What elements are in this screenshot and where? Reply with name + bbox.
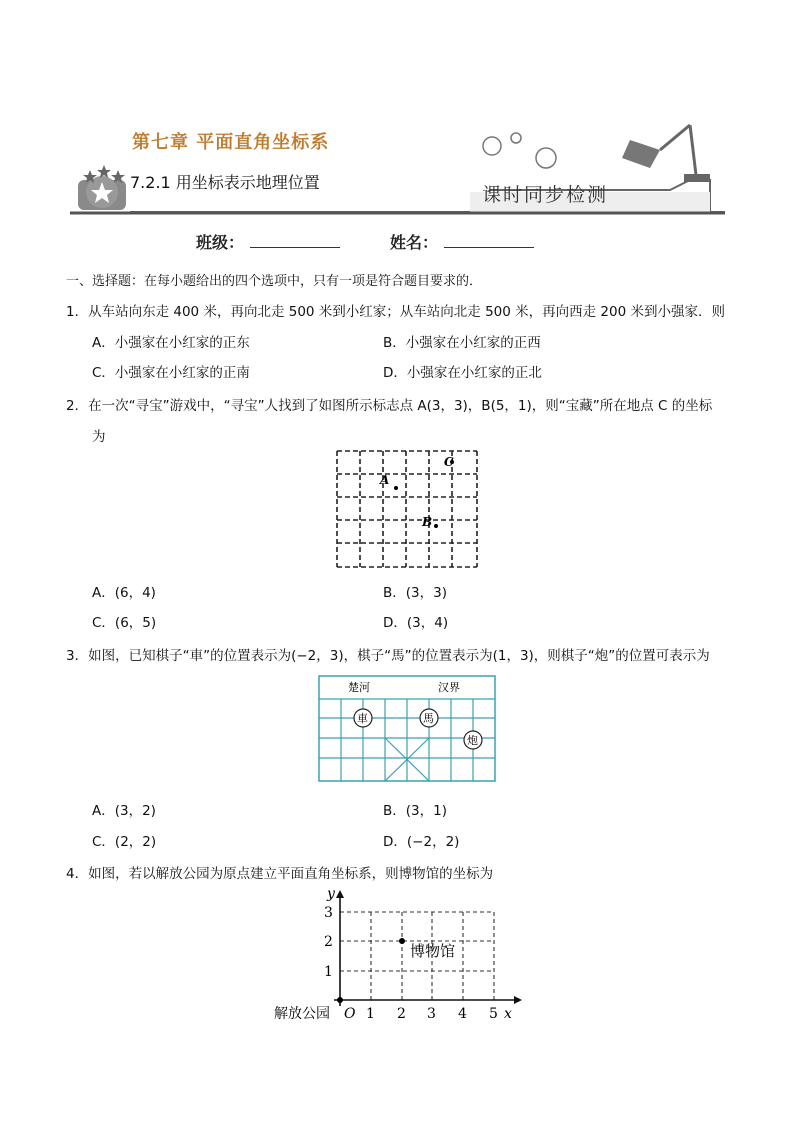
- name-field[interactable]: [390, 230, 534, 253]
- river-left-label: 楚河: [348, 681, 370, 694]
- star-badge-icon: [78, 165, 126, 210]
- class-label: 班级：: [196, 233, 245, 252]
- class-field[interactable]: [196, 230, 340, 253]
- q4-stem: 4．如图，若以解放公园为原点建立平面直角坐标系，则博物馆的坐标为: [66, 866, 494, 882]
- q2-stem-cont: 为: [92, 429, 106, 445]
- origin-label: O: [344, 1006, 356, 1022]
- q3-option-c[interactable]: C．(2，2): [92, 834, 157, 850]
- point-a: [394, 486, 398, 490]
- piece-che-label: 車: [357, 712, 368, 725]
- y-tick-2: 2: [324, 934, 333, 950]
- river-right-label: 汉界: [438, 681, 460, 694]
- y-tick-3: 3: [324, 905, 333, 921]
- label-c: C: [444, 455, 454, 469]
- origin-name: 解放公园: [274, 1006, 330, 1022]
- point-b: [434, 524, 438, 528]
- museum-label: 博物馆: [410, 942, 456, 960]
- museum-point: [399, 938, 405, 944]
- q1-stem: 1．从车站向东走 400 米，再向北走 500 米到小红家；从车站向北走 500 米，再向西走 200 米到小强家．则: [66, 304, 725, 320]
- q2-option-b[interactable]: B．(3，3): [383, 585, 447, 601]
- y-axis-label: y: [327, 886, 335, 902]
- lamp-icon: [483, 125, 710, 182]
- x-tick-4: 4: [458, 1006, 467, 1022]
- q2-option-c[interactable]: C．(6，5): [92, 615, 157, 631]
- q3-stem: 3．如图，已知棋子“車”的位置表示为(−2，3)，棋子“馬”的位置表示为(1，3)，则棋子“炮”的位置可表示为: [66, 648, 710, 664]
- part1-title: 一、选择题：在每小题给出的四个选项中，只有一项是符合题目要求的．: [66, 274, 483, 289]
- chapter-title: 第七章 平面直角坐标系: [132, 132, 330, 153]
- origin-point: [337, 997, 343, 1003]
- y-tick-1: 1: [324, 964, 333, 980]
- label-a: A: [380, 473, 390, 487]
- q2-option-d[interactable]: D．(3，4): [383, 615, 449, 631]
- piece-pao-label: 炮: [467, 734, 478, 747]
- piece-che: [354, 709, 372, 727]
- x-axis-label: x: [504, 1006, 512, 1022]
- piece-pao: [464, 731, 482, 749]
- piece-ma-label: 馬: [423, 712, 434, 725]
- q1-option-a[interactable]: A．小强家在小红家的正东: [92, 335, 250, 351]
- x-tick-1: 1: [366, 1006, 375, 1022]
- piece-ma: [420, 709, 438, 727]
- label-b: B: [422, 515, 433, 529]
- name-blank[interactable]: [444, 233, 534, 248]
- q3-option-b[interactable]: B．(3，1): [383, 803, 447, 819]
- q2-grid-figure: [334, 448, 480, 572]
- x-tick-2: 2: [397, 1006, 406, 1022]
- x-tick-3: 3: [427, 1006, 436, 1022]
- q1-option-c[interactable]: C．小强家在小红家的正南: [92, 365, 250, 381]
- q3-chessboard-figure: [318, 675, 496, 783]
- q3-option-a[interactable]: A．(3，2): [92, 803, 156, 819]
- q2-option-a[interactable]: A．(6，4): [92, 585, 156, 601]
- class-blank[interactable]: [250, 233, 340, 248]
- section-title: 7.2.1 用坐标表示地理位置: [130, 173, 320, 192]
- q3-option-d[interactable]: D．(−2，2): [383, 834, 460, 850]
- q1-option-b[interactable]: B．小强家在小红家的正西: [383, 335, 541, 351]
- name-label: 姓名：: [390, 233, 439, 252]
- x-tick-5: 5: [489, 1006, 498, 1022]
- q4-coordinate-figure: [272, 884, 522, 1024]
- brand-label: 课时同步检测: [482, 184, 609, 206]
- header-decoration: [70, 110, 730, 220]
- q1-option-d[interactable]: D．小强家在小红家的正北: [383, 365, 542, 381]
- q2-stem: 2．在一次“寻宝”游戏中，“寻宝”人找到了如图所示标志点 A(3，3)，B(5，1)，则“宝藏”所在地点 C 的坐标: [66, 398, 713, 414]
